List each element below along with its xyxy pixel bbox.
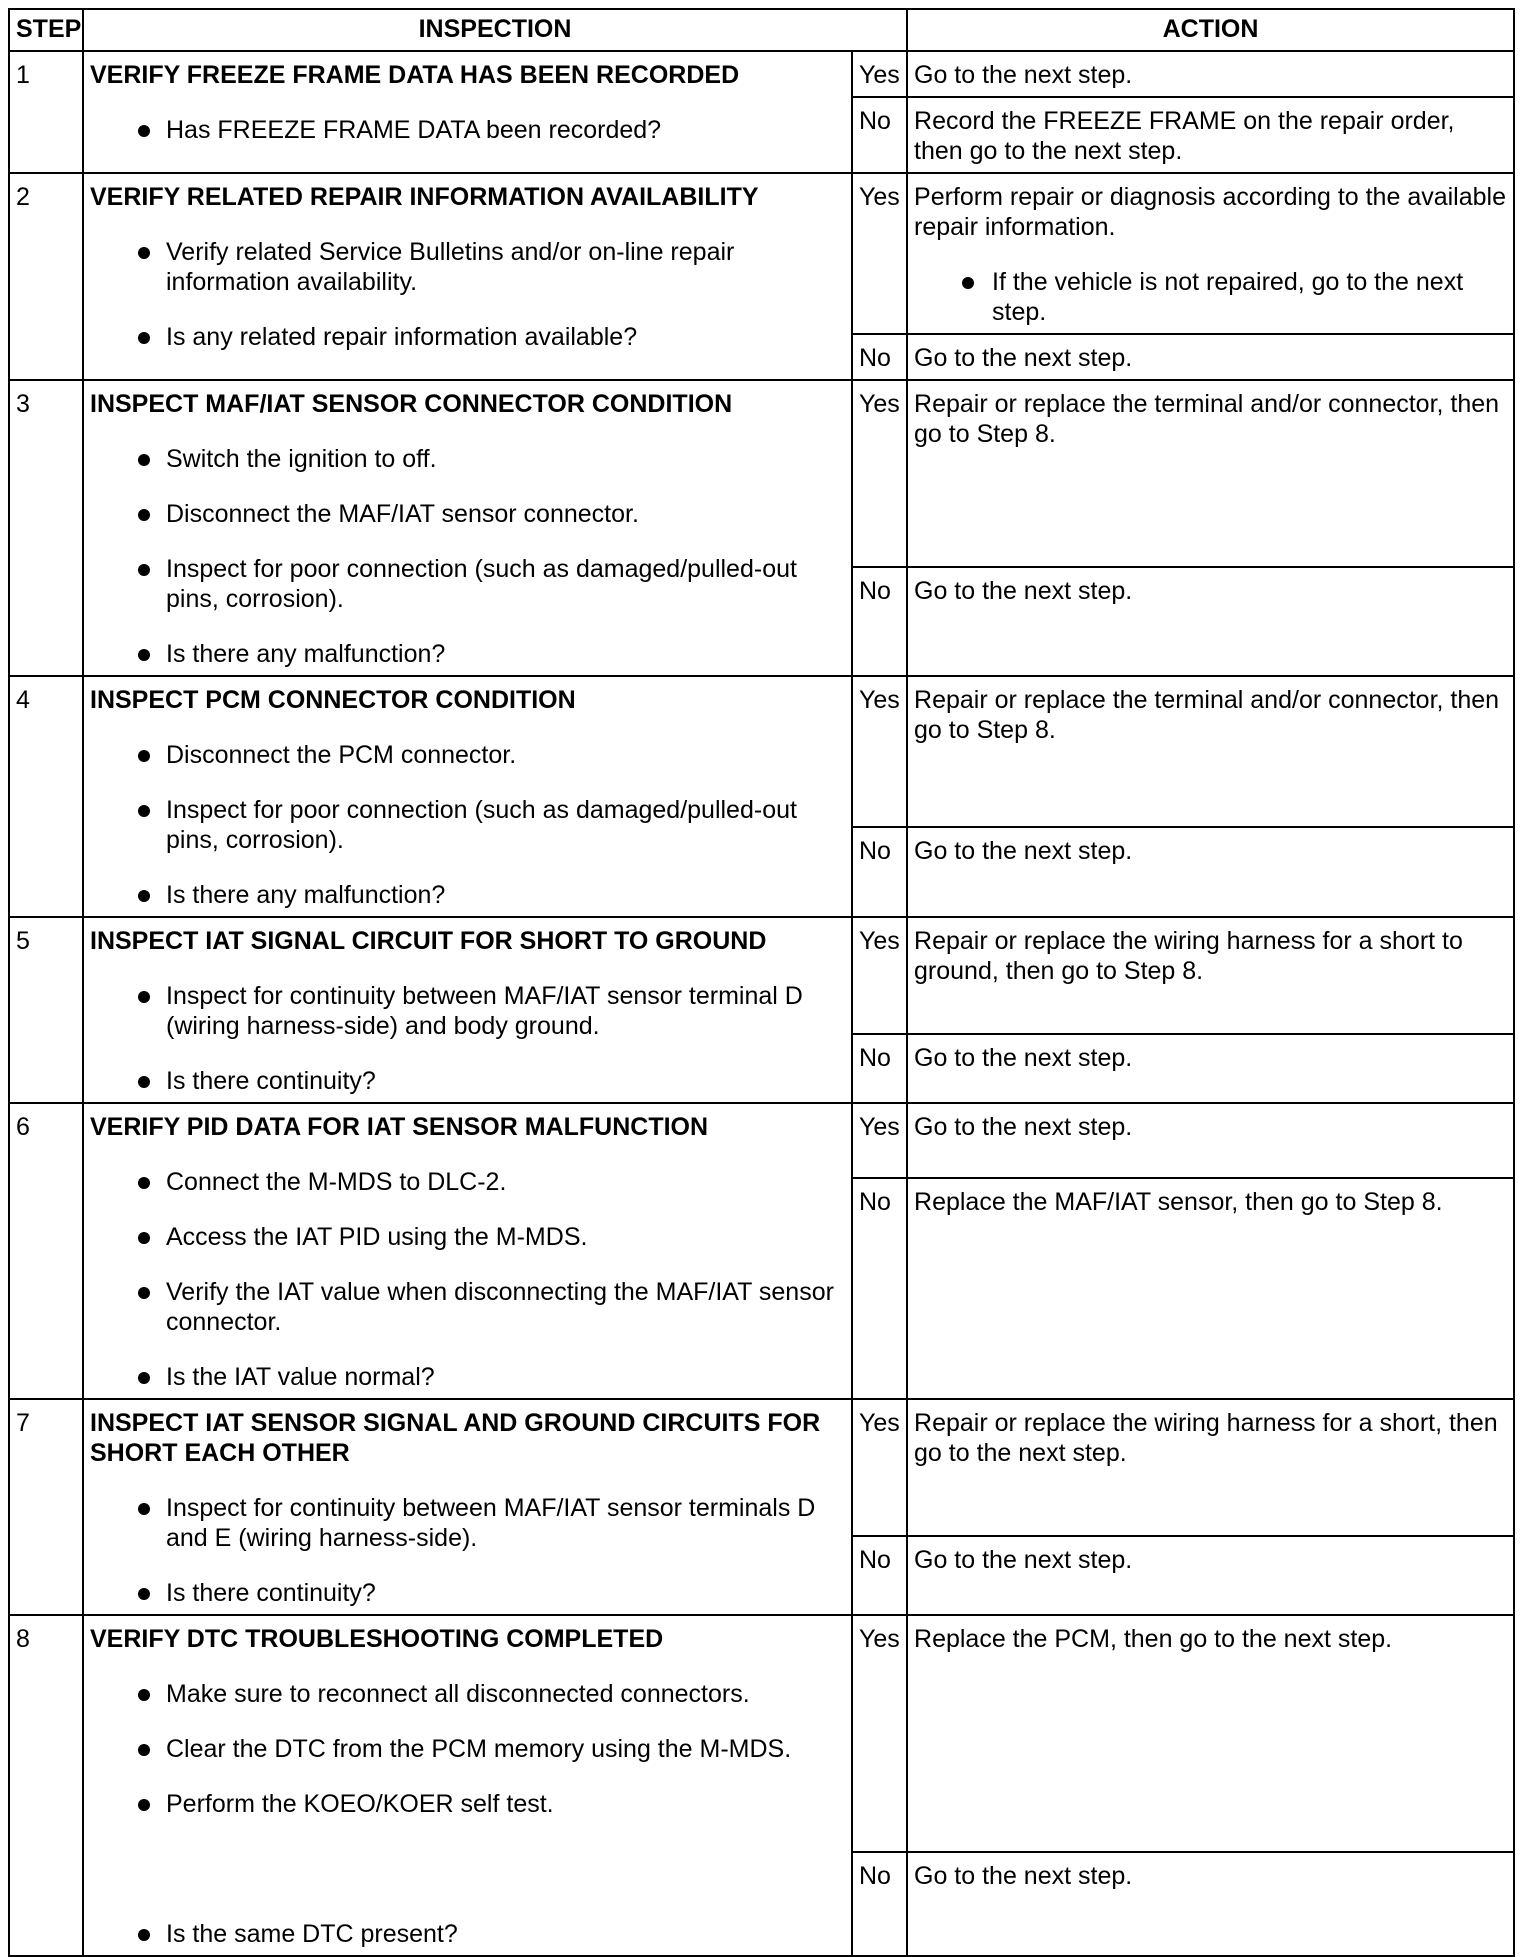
bullet-item: Is there any malfunction?	[90, 639, 845, 669]
no-label: No	[852, 1536, 907, 1615]
bullet-list	[90, 1167, 845, 1392]
yes-label: Yes	[852, 1399, 907, 1536]
no-action: Record the FREEZE FRAME on the repair order, then go to the next step.	[907, 97, 1514, 173]
bullet-list	[90, 981, 845, 1096]
inspection-cell	[83, 1103, 852, 1399]
bullet-item: Is there continuity?	[90, 1066, 845, 1096]
step-number: 8	[9, 1615, 83, 1956]
bullet-item: Inspect for poor connection (such as damaged/pulled-out pins, corrosion).	[90, 795, 845, 855]
spacer	[90, 1844, 845, 1894]
no-label: No	[852, 97, 907, 173]
no-action: Go to the next step.	[907, 1536, 1514, 1615]
step-title: VERIFY DTC TROUBLESHOOTING COMPLETED	[90, 1625, 664, 1653]
step-number: 3	[9, 380, 83, 676]
bullet-item: Is there continuity?	[90, 1578, 845, 1608]
bullet-item: Switch the ignition to off.	[90, 444, 845, 474]
bullet-item: Make sure to reconnect all disconnected connectors.	[90, 1679, 845, 1709]
bullet-item: Is there any malfunction?	[90, 880, 845, 910]
yes-action: Go to the next step.	[907, 51, 1514, 97]
yes-action: Repair or replace the wiring harness for a short to ground, then go to Step 8.	[907, 917, 1514, 1034]
bullet-list	[90, 1493, 845, 1608]
step-number: 1	[9, 51, 83, 173]
step-row	[9, 676, 1514, 827]
step-row	[9, 51, 1514, 97]
step-number: 4	[9, 676, 83, 917]
bullet-item: Perform the KOEO/KOER self test.	[90, 1789, 845, 1819]
no-label: No	[852, 1852, 907, 1956]
step-title: INSPECT IAT SENSOR SIGNAL AND GROUND CIRCUITS FOR SHORT EACH OTHER	[90, 1409, 821, 1467]
step-title: INSPECT MAF/IAT SENSOR CONNECTOR CONDITION	[90, 390, 733, 418]
step-number: 2	[9, 173, 83, 380]
bullet-list	[90, 1679, 845, 1949]
bullet-list	[90, 237, 845, 352]
bullet-item: Verify the IAT value when disconnecting the MAF/IAT sensor connector.	[90, 1277, 845, 1337]
bullet-item: Inspect for poor connection (such as damaged/pulled-out pins, corrosion).	[90, 554, 845, 614]
bullet-item: Is the IAT value normal?	[90, 1362, 845, 1392]
step-number: 6	[9, 1103, 83, 1399]
yes-action: Perform repair or diagnosis according to the available repair information.	[914, 183, 1506, 241]
inspection-cell	[83, 1615, 852, 1956]
bullet-item: Disconnect the MAF/IAT sensor connector.	[90, 499, 845, 529]
bullet-item: Is the same DTC present?	[90, 1919, 845, 1949]
no-action: Go to the next step.	[907, 1034, 1514, 1103]
bullet-item: Has FREEZE FRAME DATA been recorded?	[90, 115, 845, 145]
step-number: 7	[9, 1399, 83, 1615]
yes-label: Yes	[852, 380, 907, 567]
inspection-cell	[83, 1399, 852, 1615]
no-action: Go to the next step.	[907, 1852, 1514, 1956]
step-title: INSPECT IAT SIGNAL CIRCUIT FOR SHORT TO GROUND	[90, 927, 767, 955]
step-row	[9, 173, 1514, 334]
yes-label: Yes	[852, 676, 907, 827]
yes-action: Replace the PCM, then go to the next step.	[907, 1615, 1514, 1852]
diagnostic-table	[8, 8, 1515, 1957]
no-label: No	[852, 827, 907, 917]
step-number: 5	[9, 917, 83, 1103]
inspection-cell	[83, 380, 852, 676]
yes-action-cell	[907, 173, 1514, 334]
step-title: VERIFY RELATED REPAIR INFORMATION AVAILABILITY	[90, 183, 759, 211]
step-title: VERIFY FREEZE FRAME DATA HAS BEEN RECORDED	[90, 61, 740, 89]
bullet-list	[90, 115, 845, 145]
step-row	[9, 1615, 1514, 1852]
yes-action: Repair or replace the wiring harness for a short, then go to the next step.	[907, 1399, 1514, 1536]
step-title: INSPECT PCM CONNECTOR CONDITION	[90, 686, 576, 714]
bullet-list	[90, 740, 845, 910]
inspection-cell	[83, 51, 852, 173]
bullet-item: Inspect for continuity between MAF/IAT sensor terminal D (wiring harness-side) and body ground.	[90, 981, 845, 1041]
no-label: No	[852, 334, 907, 380]
yes-action: Repair or replace the terminal and/or connector, then go to Step 8.	[907, 380, 1514, 567]
yes-label: Yes	[852, 917, 907, 1034]
bullet-item: Access the IAT PID using the M-MDS.	[90, 1222, 845, 1252]
step-row	[9, 1103, 1514, 1178]
sub-bullet-list	[914, 267, 1507, 327]
header-step: STEP	[9, 9, 83, 51]
no-action: Go to the next step.	[907, 827, 1514, 917]
no-label: No	[852, 1178, 907, 1400]
no-label: No	[852, 567, 907, 676]
no-action: Go to the next step.	[907, 334, 1514, 380]
yes-action: Go to the next step.	[907, 1103, 1514, 1178]
inspection-cell	[83, 173, 852, 380]
bullet-item: Verify related Service Bulletins and/or on-line repair information availability.	[90, 237, 845, 297]
inspection-cell	[83, 676, 852, 917]
no-action: Replace the MAF/IAT sensor, then go to Step 8.	[907, 1178, 1514, 1400]
bullet-item: Inspect for continuity between MAF/IAT sensor terminals D and E (wiring harness-side).	[90, 1493, 845, 1553]
step-title: VERIFY PID DATA FOR IAT SENSOR MALFUNCTION	[90, 1113, 709, 1141]
step-row	[9, 917, 1514, 1034]
header-action: ACTION	[907, 9, 1514, 51]
inspection-cell	[83, 917, 852, 1103]
header-inspection: INSPECTION	[83, 9, 907, 51]
page	[8, 8, 1513, 1957]
bullet-item: Is any related repair information available?	[90, 322, 845, 352]
yes-label: Yes	[852, 1615, 907, 1852]
yes-label: Yes	[852, 173, 907, 334]
header-row	[9, 9, 1514, 51]
no-action: Go to the next step.	[907, 567, 1514, 676]
sub-bullet-item: If the vehicle is not repaired, go to the next step.	[914, 267, 1507, 327]
bullet-item: Clear the DTC from the PCM memory using the M-MDS.	[90, 1734, 845, 1764]
no-label: No	[852, 1034, 907, 1103]
step-row	[9, 380, 1514, 567]
bullet-item: Disconnect the PCM connector.	[90, 740, 845, 770]
bullet-list	[90, 444, 845, 669]
yes-label: Yes	[852, 51, 907, 97]
bullet-item: Connect the M-MDS to DLC-2.	[90, 1167, 845, 1197]
yes-action: Repair or replace the terminal and/or connector, then go to Step 8.	[907, 676, 1514, 827]
step-row	[9, 1399, 1514, 1536]
yes-label: Yes	[852, 1103, 907, 1178]
